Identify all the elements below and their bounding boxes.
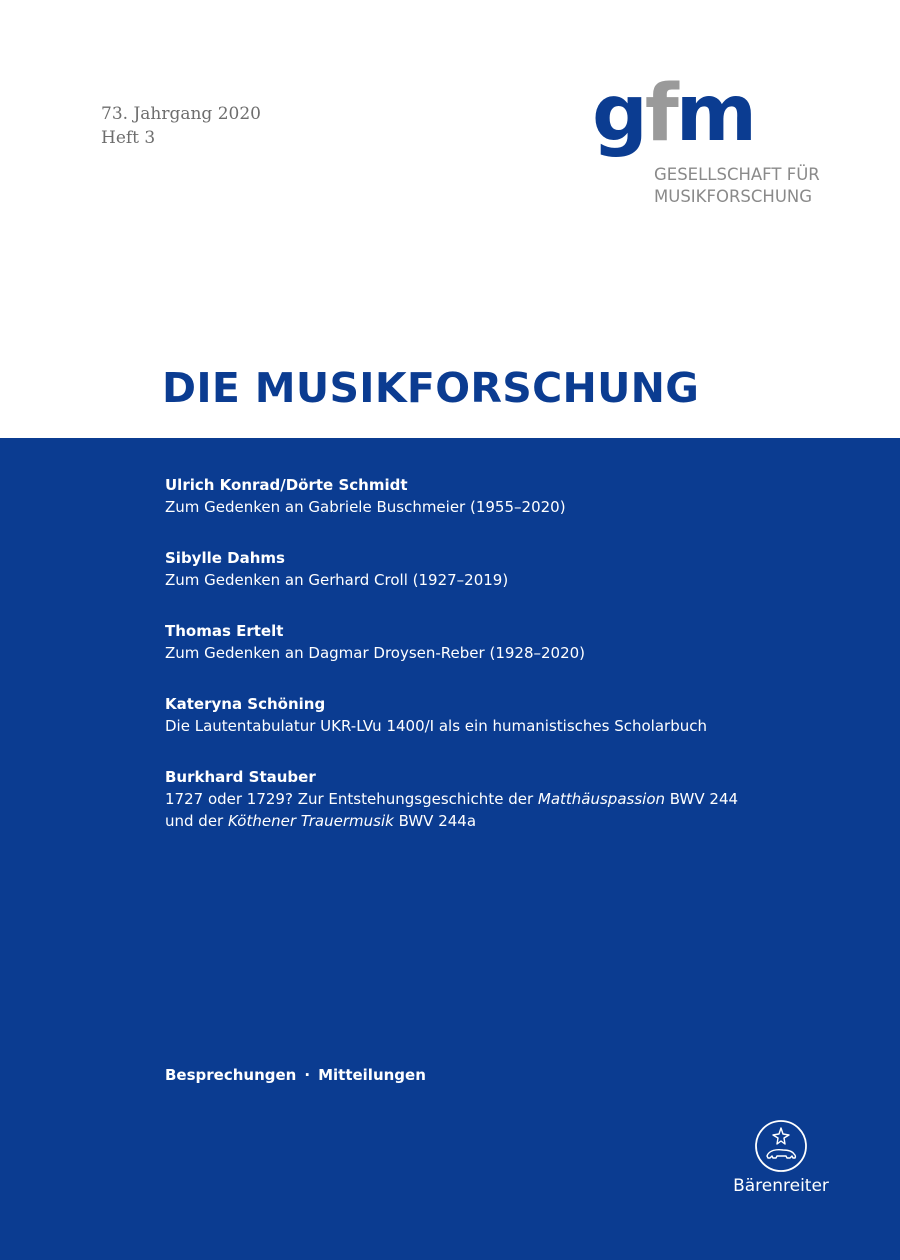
toc-title-text: BWV 244a	[393, 812, 477, 830]
toc-title-italic: Matthäuspassion	[537, 790, 666, 808]
logo-letter-m: m	[675, 69, 755, 159]
toc-title-text: 1727 oder 1729? Zur Entstehungsgeschichte der	[165, 790, 538, 808]
toc-title-line2	[165, 810, 738, 832]
toc-author: Thomas Ertelt	[165, 622, 284, 640]
toc-title-italic: Köthener Trauermusik	[228, 812, 394, 830]
issue-volume: 73. Jahrgang 2020	[101, 104, 261, 124]
toc-entry	[165, 474, 738, 518]
toc-title: Zum Gedenken an Gerhard Croll (1927–2019)	[165, 571, 509, 589]
toc-entry	[165, 693, 738, 737]
gfm-logo	[592, 69, 842, 212]
toc-author: Kateryna Schöning	[165, 695, 326, 713]
issue-info	[101, 102, 261, 150]
section-separator: ·	[304, 1066, 311, 1084]
toc-author: Burkhard Stauber	[165, 768, 316, 786]
section-reviews: Besprechungen	[165, 1066, 297, 1084]
toc-title: Zum Gedenken an Gabriele Buschmeier (1955–2020)	[165, 498, 566, 516]
toc-entry	[165, 620, 738, 664]
section-list	[165, 1066, 426, 1084]
logo-letter-f: f	[644, 69, 676, 159]
toc-title-text: BWV 244	[665, 790, 739, 808]
table-of-contents	[165, 474, 738, 861]
toc-entry	[165, 547, 738, 591]
toc-title: Die Lautentabulatur UKR-LVu 1400/I als ein humanistisches Scholarbuch	[165, 717, 707, 735]
publisher-name: Bärenreiter	[733, 1176, 829, 1196]
cover-header	[0, 0, 900, 438]
toc-title-line1	[165, 788, 738, 810]
toc-author: Ulrich Konrad/Dörte Schmidt	[165, 476, 408, 494]
gfm-logo-subtitle	[654, 164, 820, 208]
publisher-logo	[722, 1118, 840, 1196]
section-announcements: Mitteilungen	[318, 1066, 426, 1084]
logo-subtitle-line1: GESELLSCHAFT FÜR	[654, 165, 820, 184]
journal-title: DIE MUSIKFORSCHUNG	[162, 364, 700, 412]
gfm-logo-letters	[592, 64, 754, 164]
toc-author: Sibylle Dahms	[165, 549, 285, 567]
issue-number: Heft 3	[101, 128, 156, 148]
toc-title: Zum Gedenken an Dagmar Droysen-Reber (1928–2020)	[165, 644, 586, 662]
bear-emblem-icon	[753, 1118, 809, 1174]
toc-entry	[165, 766, 738, 832]
toc-title-text: und der	[165, 812, 228, 830]
logo-letter-g: g	[592, 69, 645, 159]
logo-subtitle-line2: MUSIKFORSCHUNG	[654, 187, 813, 206]
